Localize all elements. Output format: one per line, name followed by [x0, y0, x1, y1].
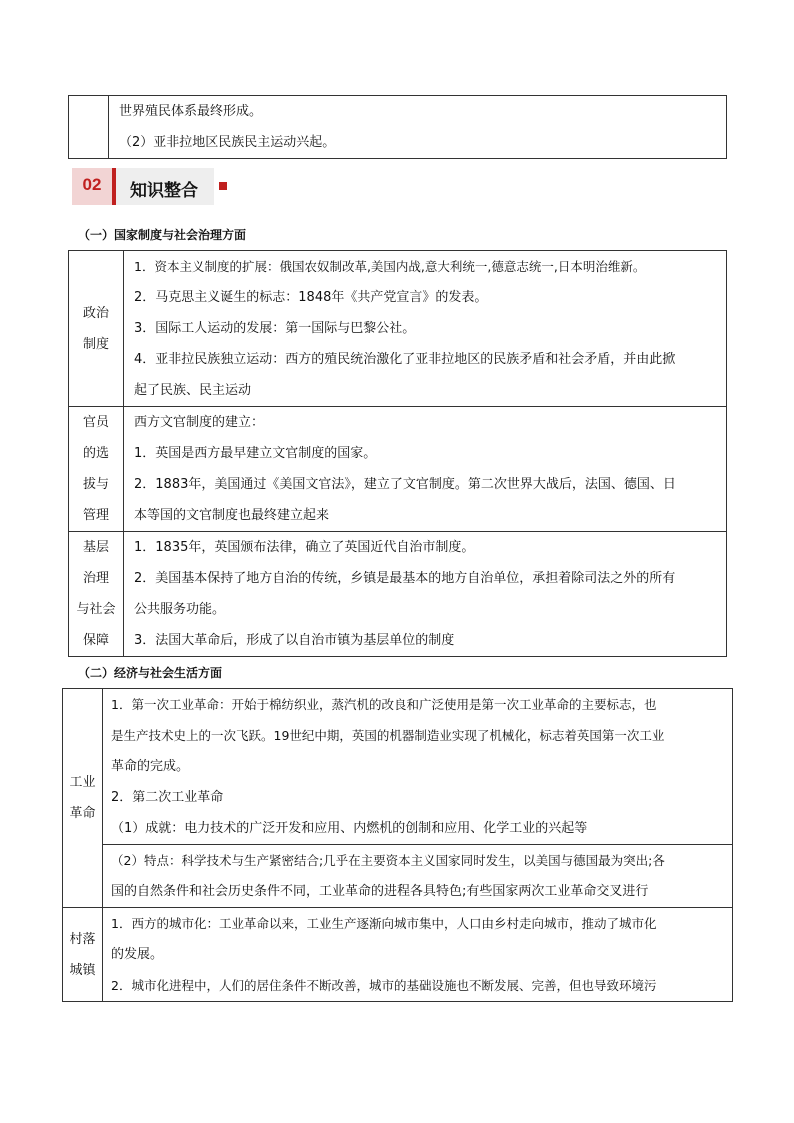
text-line: 西方文官制度的建立： [134, 415, 265, 430]
governance-table [68, 250, 727, 657]
table-row [63, 908, 733, 1002]
text-line: （2）亚非拉地区民族民主运动兴起。 [119, 135, 336, 150]
text-line: 2．美国基本保持了地方自治的传统，乡镇是最基本的地方自治单位，承担着除司法之外的所有 [134, 571, 676, 586]
text-line: 起了民族、民主运动 [134, 383, 252, 398]
text-line: 公共服务功能。 [134, 602, 226, 617]
row-head-towns [63, 908, 103, 1002]
text-line: 3．国际工人运动的发展：第一国际与巴黎公社。 [134, 321, 416, 336]
head-text: 官员 [82, 415, 109, 430]
subsection-title: （一）国家制度与社会治理方面 [78, 228, 247, 242]
section-title-box [116, 168, 214, 205]
text-line: 是生产技术史上的一次飞跃。19世纪中期，英国的机器制造业实现了机械化，标志着英国第一次工业 [111, 728, 665, 743]
row-content [103, 908, 733, 1002]
head-text: 制度 [82, 336, 109, 352]
text-line: 1．英国是西方最早建立文官制度的国家。 [134, 446, 377, 461]
text-line: 2．1883年，美国通过《美国文官法》，建立了文官制度。第二次世界大战后，法国、德国、日 [134, 477, 676, 492]
text-line: （2）特点：科学技术与生产紧密结合;几乎在主要资本主义国家同时发生，以美国与德国最为突出;各 [111, 853, 665, 868]
table-row [69, 407, 727, 532]
text-line: （1）成就：电力技术的广泛开发和应用、内燃机的创制和应用、化学工业的兴起等 [111, 821, 588, 836]
head-text: 治理 [82, 571, 109, 586]
head-text: 政治 [82, 305, 109, 321]
head-text: 的选 [82, 446, 109, 461]
text-line: 的发展。 [111, 947, 164, 962]
text-line: 1．第一次工业革命：开始于棉纺织业，蒸汽机的改良和广泛使用是第一次工业革命的主要标志，也 [111, 697, 657, 712]
row-head-grassroots [69, 532, 124, 657]
head-text: 城镇 [69, 962, 96, 978]
table-content-cell [109, 96, 727, 159]
table-row [63, 689, 733, 845]
economy-table [62, 688, 733, 1002]
head-text: 拔与 [82, 477, 109, 492]
text-line: 革命的完成。 [111, 759, 190, 774]
text-line: 1．1835年，英国颁布法律，确立了英国近代自治市制度。 [134, 540, 475, 555]
text-line: 2．城市化进程中，人们的居住条件不断改善，城市的基础设施也不断发展、完善，但也导致环境污 [111, 978, 657, 993]
section-number: 02 [82, 175, 102, 194]
head-text: 管理 [82, 508, 109, 523]
head-text: 村落 [69, 931, 96, 947]
row-content [124, 407, 727, 532]
table-row [63, 845, 733, 908]
head-text: 基层 [82, 540, 109, 555]
row-content [124, 251, 727, 407]
row-content [103, 689, 733, 845]
table-row [69, 96, 727, 159]
row-head-officials [69, 407, 124, 532]
top-table [68, 95, 727, 159]
row-content [103, 845, 733, 908]
text-line: 国的自然条件和社会历史条件不同，工业革命的进程各具特色;有些国家两次工业革命交叉进行 [111, 884, 649, 899]
section-header [72, 168, 227, 205]
row-content [124, 532, 727, 657]
subsection-title: （二）经济与社会生活方面 [78, 666, 223, 680]
section-accent-square [219, 182, 227, 190]
text-line: 1．西方的城市化：工业革命以来，工业生产逐渐向城市集中，人口由乡村走向城市，推动了城市化 [111, 916, 657, 931]
text-line: 2．马克思主义诞生的标志：1848年《共产党宣言》的发表。 [134, 290, 488, 305]
row-head-politics [69, 251, 124, 407]
head-text: 与社会 [76, 602, 116, 617]
table-head-cell [69, 96, 109, 159]
table-row [69, 532, 727, 657]
text-line: 世界殖民体系最终形成。 [119, 104, 263, 119]
head-text: 革命 [69, 806, 96, 821]
text-line: 3．法国大革命后，形成了以自治市镇为基层单位的制度 [134, 633, 455, 648]
text-line: 2．第二次工业革命 [111, 790, 224, 805]
section-title: 知识整合 [130, 181, 198, 201]
row-head-industrial [63, 689, 103, 908]
text-line: 4．亚非拉民族独立运动：西方的殖民统治激化了亚非拉地区的民族矛盾和社会矛盾，并由此掀 [134, 352, 676, 367]
text-line: 本等国的文官制度也最终建立起来 [134, 508, 330, 523]
section-number-badge [72, 168, 112, 205]
head-text: 工业 [69, 775, 96, 790]
table-row [69, 251, 727, 407]
head-text: 保障 [82, 633, 109, 648]
text-line: 1．资本主义制度的扩展：俄国农奴制改革,美国内战,意大利统一,德意志统一,日本明治维新。 [134, 259, 646, 274]
